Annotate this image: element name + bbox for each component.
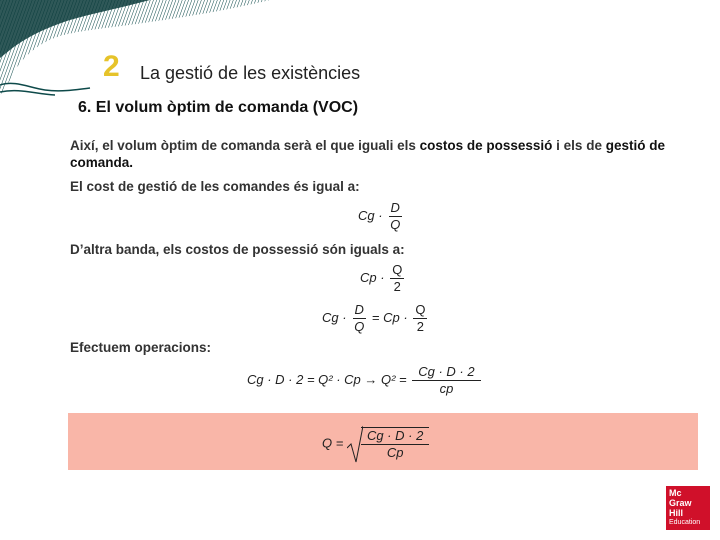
- intro-text-2: i els de: [552, 138, 606, 153]
- equality-formula: [322, 302, 429, 335]
- denominator: 2: [416, 319, 425, 334]
- formula-term: Q =: [322, 435, 344, 451]
- order-cost-paragraph: El cost de gestió de les comandes és igual a:: [70, 179, 360, 194]
- logo-text: Hill: [669, 508, 684, 518]
- decorative-wave-graphic: [0, 0, 300, 100]
- chapter-title: La gestió de les existències: [140, 63, 361, 83]
- intro-text-1: Així, el volum òptim de comanda serà el que iguali els: [70, 138, 420, 153]
- result-formula: [322, 424, 431, 464]
- numerator: Cg · D · 2: [412, 364, 480, 381]
- numerator: Q: [392, 262, 403, 277]
- holding-cost-formula: [360, 262, 406, 295]
- fraction: [361, 427, 429, 461]
- operation-formula: [247, 364, 483, 397]
- operations-paragraph: Efectuem operacions:: [70, 340, 212, 355]
- chapter-number: 2: [103, 50, 120, 83]
- denominator: 2: [393, 279, 401, 294]
- order-cost-formula: [358, 200, 404, 233]
- numerator: Q: [415, 302, 426, 317]
- fraction: [412, 364, 480, 397]
- intro-bold-1: costos de possessió: [419, 138, 553, 153]
- fraction: [388, 200, 402, 233]
- logo-text: Graw: [669, 498, 692, 508]
- numerator: D: [354, 302, 364, 317]
- fraction: [390, 262, 404, 295]
- section-title: 6. El volum òptim de comanda (VOC): [78, 99, 359, 116]
- formula-term: Cp ·: [383, 309, 408, 325]
- denominator: Q: [354, 319, 365, 334]
- denominator: Cp: [386, 445, 404, 460]
- numerator: D: [390, 200, 400, 215]
- logo-text: Education: [669, 519, 701, 526]
- formula-term: Cg ·: [358, 207, 383, 223]
- denominator: Q: [390, 217, 401, 232]
- formula-term: Cg · D · 2 = Q² · Cp → Q² =: [247, 371, 407, 387]
- equals-sign: =: [371, 309, 380, 325]
- intro-paragraph: [70, 137, 700, 171]
- logo-text: Mc: [669, 488, 682, 498]
- mcgraw-hill-logo: [666, 486, 710, 530]
- numerator: Cg · D · 2: [361, 428, 429, 445]
- fraction: [413, 302, 427, 335]
- denominator: cp: [439, 381, 454, 396]
- formula-term: Cg ·: [322, 309, 347, 325]
- intro-bold-2: gestió de comanda.: [70, 138, 665, 170]
- fraction: [352, 302, 366, 335]
- holding-cost-paragraph: D’altra banda, els costos de possessió són iguals a:: [70, 242, 405, 257]
- formula-term: Cp ·: [360, 269, 385, 285]
